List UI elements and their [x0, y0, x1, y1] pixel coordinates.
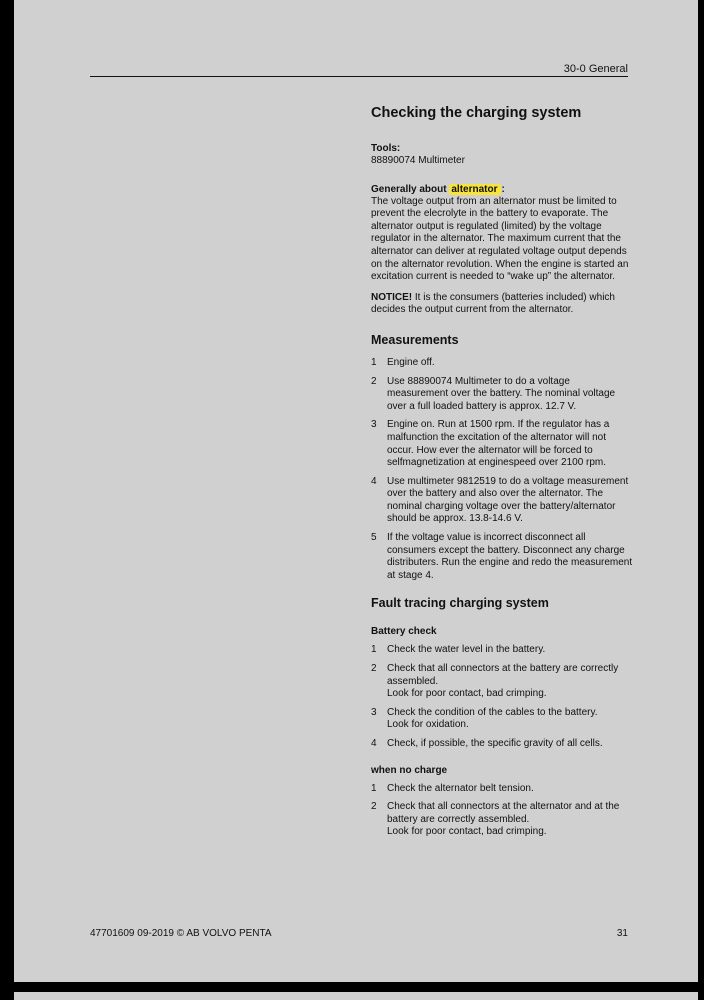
generally-heading-suffix: :	[501, 183, 505, 195]
document-page	[14, 0, 698, 982]
list-item: 3 Check the condition of the cables to the battery. Look for oxidation.	[371, 706, 598, 731]
tools-heading: Tools:	[371, 143, 401, 154]
notice-text: It is the consumers (batteries included) which decides the output current from the alternator.	[371, 291, 615, 316]
list-item: 5 If the voltage value is incorrect disconnect all consumers except the battery. Disconnect any charge distributers. Run the engine and redo the measurement at stage 4.	[371, 532, 633, 581]
tools-item: 88890074 Multimeter	[371, 155, 465, 166]
battery-check-heading: Battery check	[371, 626, 437, 638]
page-title: Checking the charging system	[371, 105, 582, 121]
highlighted-term: alternator	[449, 184, 501, 195]
list-item: 2 Check that all connectors at the battery are correctly assembled. Look for poor contact, bad crimping.	[371, 663, 619, 700]
list-item: 2 Use 88890074 Multimeter to do a voltage measurement over the battery. The nominal voltage over a full loaded battery is approx. 12.7 V.	[371, 375, 616, 412]
list-item: 1 Check the alternator belt tension.	[371, 782, 534, 794]
list-item: 1 Engine off.	[371, 356, 435, 368]
no-charge-list	[371, 783, 633, 839]
list-item: 2 Check that all connectors at the alternator and at the battery are correctly assembled. Look for poor contact, bad crimping.	[371, 801, 620, 838]
footer-doc-info: 47701609 09-2019 © AB VOLVO PENTA	[90, 928, 272, 939]
fault-tracing-heading: Fault tracing charging system	[371, 596, 549, 611]
section-header: 30-0 General	[563, 63, 628, 75]
list-item: 3 Engine on. Run at 1500 rpm. If the regulator has a malfunction the excitation of the alternator will not occur. How ever the alternator will be forced to selfmagnetization at enginespeed over 2100 rpm.	[371, 419, 610, 469]
generally-body: The voltage output from an alternator must be limited to prevent the elecrolyte in the battery to evaporate. The alternator output is regulated (limited) by the voltage regulator in the alternator. The maximum current that the alternator can deliver at regulated voltage output depends on the alternator revolution. When the engine is started an excitation current is needed to “wake up” the alternator.	[371, 195, 629, 283]
list-item: 1 Check the water level in the battery.	[371, 644, 546, 656]
notice-label: NOTICE!	[371, 291, 413, 303]
next-page-edge	[14, 992, 698, 1000]
generally-heading-prefix: Generally about	[371, 183, 447, 195]
page-content	[371, 104, 633, 845]
notice-paragraph	[371, 292, 633, 317]
measurements-heading: Measurements	[371, 332, 459, 347]
list-item: 4 Check, if possible, the specific gravity of all cells.	[371, 738, 603, 749]
measurements-list	[371, 357, 633, 583]
generally-heading	[371, 184, 633, 196]
no-charge-heading: when no charge	[371, 764, 448, 776]
battery-check-list	[371, 644, 633, 750]
footer-page-number: 31	[616, 928, 628, 939]
header-rule	[90, 76, 628, 77]
list-item: 4 Use multimeter 9812519 to do a voltage measurement over the battery and also over the alternator. The nominal charging voltage over the battery/alternator should be approx. 13.8-14.6 V.	[371, 475, 629, 525]
